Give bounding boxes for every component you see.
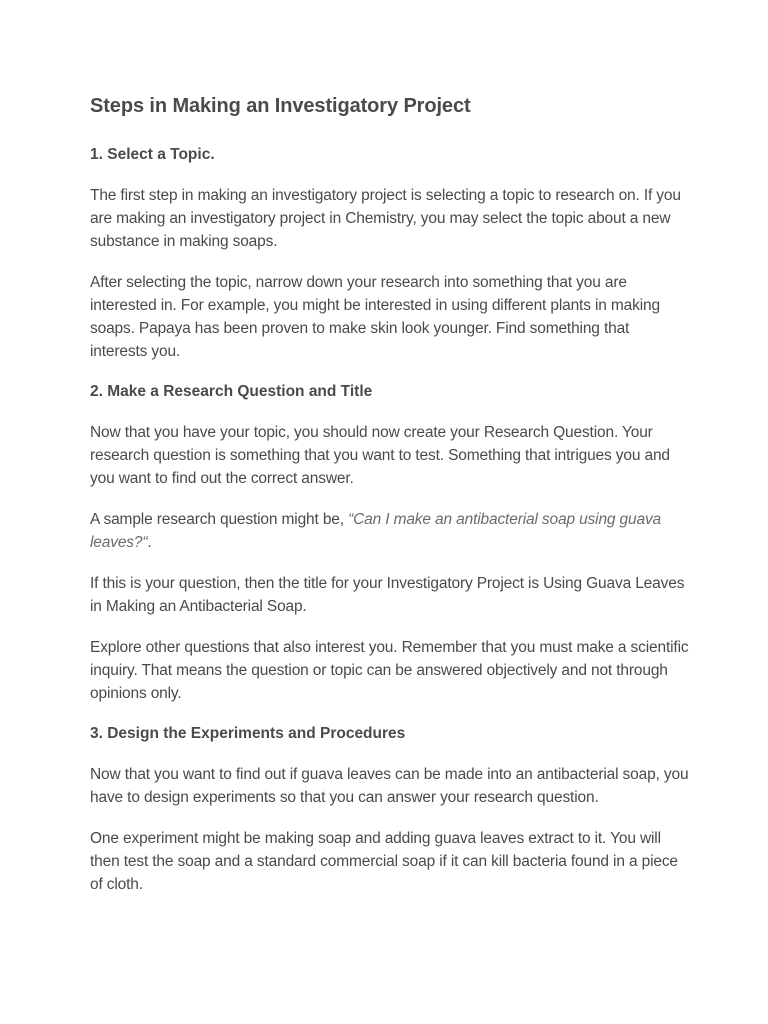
paragraph: Explore other questions that also interest you. Remember that you must make a scientific inquiry. That means the question or topic can be answered objectively and not through opinions only. [90,639,689,702]
sample-suffix: . [147,534,152,551]
paragraph: Now that you want to find out if guava leaves can be made into an antibacterial soap, you have to design experiments so that you can answer your research question. [90,766,689,806]
paragraph: The first step in making an investigatory project is selecting a topic to research on. If you are making an investigatory project in Chemistry, you may select the topic about a new substance in making soaps. [90,187,681,250]
section-heading-design-experiments: 3. Design the Experiments and Procedures [90,725,406,742]
paragraph: Now that you have your topic, you should now create your Research Question. Your research question is something that you want to test. Something that intrigues you and you want to find out the correct answer. [90,424,670,487]
sample-question-paragraph [90,508,690,554]
sample-question-quote: “Can I make an antibacterial soap using guava leaves?“ [90,511,662,551]
document-title: Steps in Making an Investigatory Project [90,95,471,117]
document-page [90,92,690,914]
sample-prefix: A sample research question might be, [90,511,349,528]
paragraph: If this is your question, then the title for your Investigatory Project is Using Guava Leaves in Making an Antibacterial Soap. [90,575,685,615]
paragraph: After selecting the topic, narrow down your research into something that you are interested in. For example, you might be interested in using different plants in making soaps. Papaya has been proven to make skin look younger. Find something that interests you. [90,274,660,360]
paragraph: One experiment might be making soap and adding guava leaves extract to it. You will then test the soap and a standard commercial soap if it can kill bacteria found in a piece of cloth. [90,830,678,893]
section-heading-select-topic: 1. Select a Topic. [90,146,215,163]
section-heading-research-question: 2. Make a Research Question and Title [90,383,373,400]
